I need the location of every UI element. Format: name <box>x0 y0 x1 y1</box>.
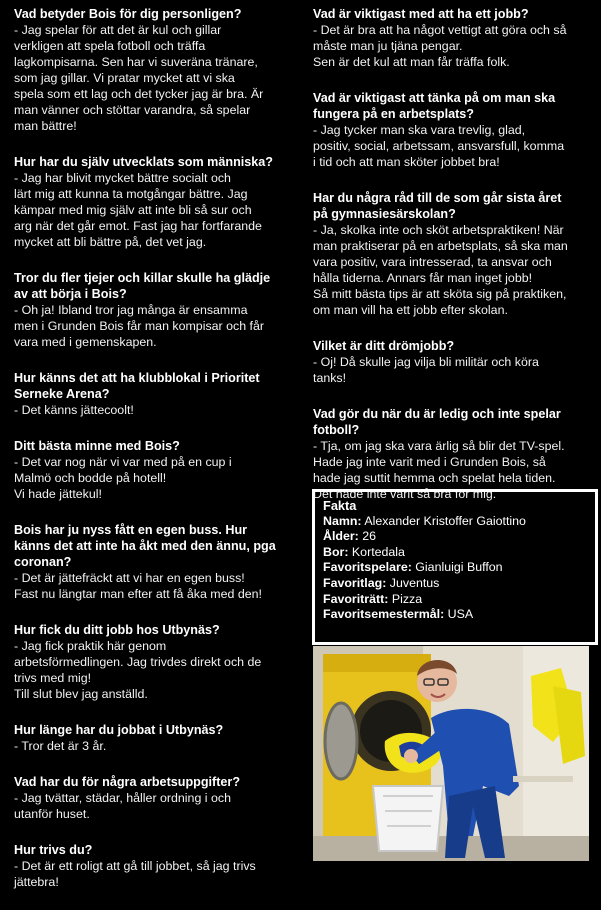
facts-title: Fakta <box>323 498 357 513</box>
fact-label: Favoritsemestermål: <box>323 607 445 622</box>
qa-item <box>14 722 298 754</box>
qa-item <box>14 6 298 134</box>
question: Vilket är ditt drömjobb? <box>313 339 455 353</box>
answer: - Det var nog när vi var med på en cup i Malmö och bodde på hotell! Vi hade jättekul! <box>14 455 232 501</box>
question: Vad har du för några arbetsuppgifter? <box>14 775 241 789</box>
qa-item <box>14 154 298 250</box>
fact-label: Namn: <box>323 513 362 528</box>
fact-row-team <box>323 576 587 592</box>
fact-row-player <box>323 560 587 576</box>
qa-item <box>14 438 298 502</box>
fact-value: Alexander Kristoffer Gaiottino <box>361 513 526 528</box>
fact-row-age <box>323 529 587 545</box>
fact-row-destination <box>323 607 587 623</box>
fact-row-home <box>323 545 587 561</box>
question: Hur fick du ditt jobb hos Utbynäs? <box>14 623 220 637</box>
fact-row-dish <box>323 592 587 608</box>
right-column <box>313 6 589 522</box>
qa-item <box>313 190 589 318</box>
fact-value: USA <box>444 607 474 622</box>
fact-row-name <box>323 514 587 530</box>
qa-item <box>14 370 298 418</box>
answer: - Det känns jättecoolt! <box>14 403 134 417</box>
answer: - Tja, om jag ska vara ärlig så blir det TV-spel. Hade jag inte varit med i Grunden Bois, så hade jag suttit hemma och spelat hela tiden. Det hade inte varit så bra för mig. <box>313 439 565 501</box>
answer: - Jag spelar för att det är kul och gillar verkligen att spela fotboll och träffa lagkompisarna. Sen har vi suveräna tränare, som jag gillar. Vi pratar mycket att vi ska spela som ett lag och det tycker jag är bra. Är man vänner och stöttar varandra, så spelar man bättre! <box>14 23 264 133</box>
qa-item <box>313 338 589 386</box>
answer: - Ja, skolka inte och sköt arbetspraktiken! När man praktiserar på en arbetsplats, så ska man vara positiv, vara intresserad, ta ansvar och hålla tiderna. Annars får man inget jobb! Så mitt bästa tips är att sköta sig på praktiken, om man vill ha ett jobb efter skolan. <box>313 223 568 317</box>
question: Bois har ju nyss fått en egen buss. Hur känns det att inte ha åkt med den ännu, pga coronan? <box>14 523 276 569</box>
answer: - Oj! Då skulle jag vilja bli militär och köra tanks! <box>313 355 539 385</box>
question: Har du några råd till de som går sista året på gymnasiesärskolan? <box>313 191 562 221</box>
facts-box <box>312 489 598 645</box>
question: Vad betyder Bois för dig personligen? <box>14 7 242 21</box>
answer: - Jag tvättar, städar, håller ordning i och utanför huset. <box>14 791 231 821</box>
fact-value: 26 <box>358 529 377 544</box>
answer: - Jag har blivit mycket bättre socialt och lärt mig att kunna ta motgångar bättre. Jag kämpar med mig själv att inte bli så sur och arg när det går emot. Fast jag har fortfarande mycket att bli bättre på, det vet jag. <box>14 171 262 249</box>
question: Hur har du själv utvecklats som människa? <box>14 155 273 169</box>
fact-value: Gianluigi Buffon <box>411 560 503 575</box>
question: Vad är viktigast med att ha ett jobb? <box>313 7 529 21</box>
fact-label: Favoritlag: <box>323 575 387 590</box>
fact-value: Juventus <box>386 575 440 590</box>
question: Hur trivs du? <box>14 843 93 857</box>
answer: - Det är ett roligt att gå till jobbet, så jag trivs jättebra! <box>14 859 256 889</box>
laundry-room-illustration <box>313 646 589 861</box>
answer: - Det är bra att ha något vettigt att göra och så måste man ju tjäna pengar. Sen är det kul att man får träffa folk. <box>313 23 567 69</box>
question: Hur känns det att ha klubblokal i Prioritet Serneke Arena? <box>14 371 260 401</box>
question: Ditt bästa minne med Bois? <box>14 439 180 453</box>
answer: - Oh ja! Ibland tror jag många är ensamma men i Grunden Bois får man kompisar och får vara med i gemenskapen. <box>14 303 264 349</box>
question: Hur länge har du jobbat i Utbynäs? <box>14 723 224 737</box>
qa-item <box>14 270 298 350</box>
answer: - Det är jättefräckt att vi har en egen buss! Fast nu längtar man efter att få åka med den! <box>14 571 262 601</box>
qa-item <box>313 90 589 170</box>
qa-item <box>14 774 298 822</box>
answer: - Jag tycker man ska vara trevlig, glad, positiv, social, arbetssam, ansvarsfull, komma i tid och att man sköter jobbet bra! <box>313 123 565 169</box>
qa-item <box>313 6 589 70</box>
fact-label: Ålder: <box>323 529 359 544</box>
qa-item <box>14 842 298 890</box>
qa-item <box>14 522 298 602</box>
answer: - Jag fick praktik här genom arbetsförmedlingen. Jag trivdes direkt och de trivs med mig! Till slut blev jag anställd. <box>14 639 262 701</box>
fact-label: Favoritspelare: <box>323 560 412 575</box>
qa-item <box>14 622 298 702</box>
question: Tror du fler tjejer och killar skulle ha glädje av att börja i Bois? <box>14 271 271 301</box>
fact-label: Favoriträtt: <box>323 591 389 606</box>
question: Vad är viktigast att tänka på om man ska fungera på en arbetsplats? <box>313 91 556 121</box>
fact-label: Bor: <box>323 544 349 559</box>
fact-value: Kortedala <box>348 544 405 559</box>
left-column <box>14 6 298 910</box>
question: Vad gör du när du är ledig och inte spelar fotboll? <box>313 407 561 437</box>
answer: - Tror det är 3 år. <box>14 739 107 753</box>
fact-value: Pizza <box>388 591 423 606</box>
qa-item <box>313 406 589 502</box>
photo-man-at-dryer <box>313 646 589 861</box>
